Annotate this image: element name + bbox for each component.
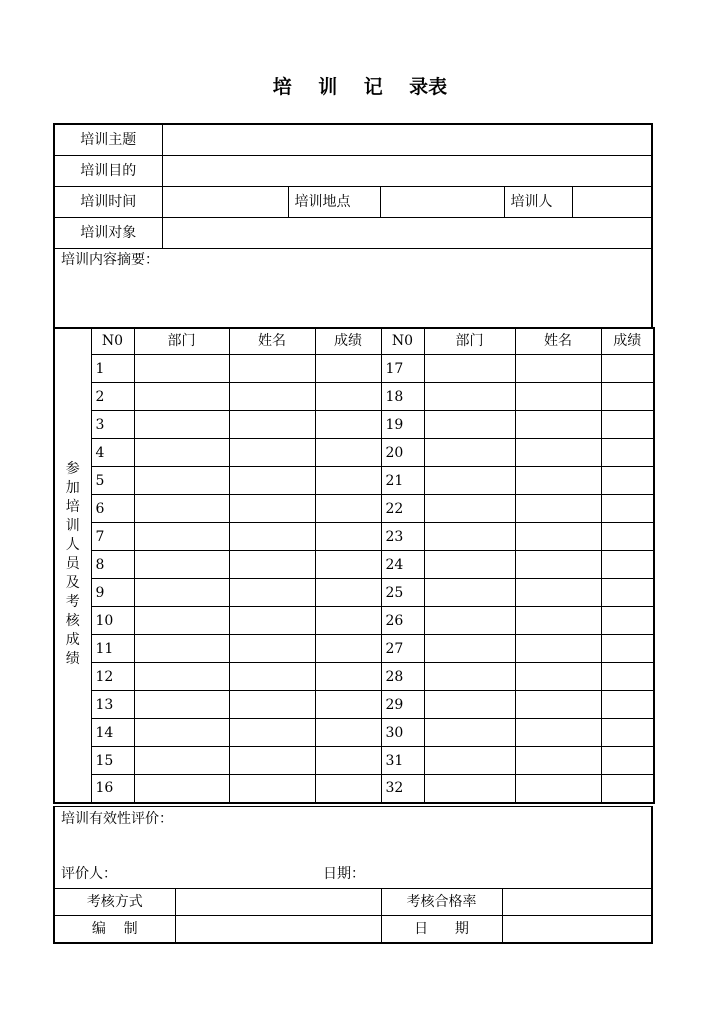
name-cell[interactable]	[229, 747, 315, 775]
summary-label: 培训内容摘要：	[61, 251, 159, 268]
row-number: 25	[381, 579, 424, 607]
pass-rate-label: 考核合格率	[381, 889, 502, 916]
participant-row	[54, 635, 654, 663]
row-number: 12	[91, 663, 134, 691]
row-number: 8	[91, 551, 134, 579]
row-number: 17	[381, 355, 424, 383]
score-cell[interactable]	[601, 607, 654, 635]
score-cell[interactable]	[601, 383, 654, 411]
participants-side-label: 参 加 培 训 人 员 及 考 核 成 绩	[54, 328, 91, 803]
department-cell[interactable]	[424, 579, 515, 607]
score-cell[interactable]	[315, 747, 381, 775]
editor-field[interactable]	[175, 916, 381, 943]
page-title: 培 训 记 录表	[272, 76, 448, 98]
row-number: 31	[381, 747, 424, 775]
name-cell[interactable]	[515, 579, 601, 607]
department-cell[interactable]	[134, 719, 229, 747]
editor-label: 编 制	[54, 916, 175, 943]
column-header-no: N0	[381, 328, 424, 355]
evaluation-table	[53, 806, 653, 944]
score-cell[interactable]	[315, 467, 381, 495]
participant-row	[54, 691, 654, 719]
trainer-label: 培训人	[504, 186, 572, 217]
name-cell[interactable]	[515, 411, 601, 439]
score-cell[interactable]	[601, 411, 654, 439]
participant-row	[54, 523, 654, 551]
evaluation-date-label: 日期：	[323, 866, 365, 882]
department-cell[interactable]	[134, 523, 229, 551]
participant-row	[54, 775, 654, 803]
participant-row	[54, 579, 654, 607]
summary-cell[interactable]	[54, 248, 652, 328]
row-number: 29	[381, 691, 424, 719]
row-number: 21	[381, 467, 424, 495]
department-cell[interactable]	[134, 551, 229, 579]
department-cell[interactable]	[424, 467, 515, 495]
participant-row	[54, 439, 654, 467]
name-cell[interactable]	[229, 439, 315, 467]
trainer-field[interactable]	[572, 186, 652, 217]
score-cell[interactable]	[601, 691, 654, 719]
score-cell[interactable]	[315, 579, 381, 607]
name-cell[interactable]	[515, 663, 601, 691]
name-cell[interactable]	[229, 663, 315, 691]
department-cell[interactable]	[134, 635, 229, 663]
row-number: 14	[91, 719, 134, 747]
name-cell[interactable]	[515, 607, 601, 635]
department-cell[interactable]	[134, 747, 229, 775]
department-cell[interactable]	[134, 467, 229, 495]
evaluation-label: 培训有效性评价：	[61, 811, 173, 827]
name-cell[interactable]	[229, 775, 315, 803]
score-cell[interactable]	[601, 355, 654, 383]
name-cell[interactable]	[515, 747, 601, 775]
department-cell[interactable]	[424, 691, 515, 719]
row-number: 4	[91, 439, 134, 467]
name-cell[interactable]	[515, 719, 601, 747]
score-cell[interactable]	[315, 719, 381, 747]
row-number: 32	[381, 775, 424, 803]
row-number: 22	[381, 495, 424, 523]
participant-row	[54, 747, 654, 775]
name-cell[interactable]	[229, 719, 315, 747]
department-cell[interactable]	[424, 523, 515, 551]
name-cell[interactable]	[229, 635, 315, 663]
name-cell[interactable]	[515, 467, 601, 495]
name-cell[interactable]	[515, 439, 601, 467]
name-cell[interactable]	[229, 691, 315, 719]
row-number: 26	[381, 607, 424, 635]
score-cell[interactable]	[315, 439, 381, 467]
participant-row	[54, 383, 654, 411]
department-cell[interactable]	[424, 495, 515, 523]
row-number: 23	[381, 523, 424, 551]
score-cell[interactable]	[601, 719, 654, 747]
name-cell[interactable]	[515, 691, 601, 719]
participants-table	[53, 327, 655, 804]
audience-field[interactable]	[162, 217, 652, 248]
row-number: 1	[91, 355, 134, 383]
row-number: 18	[381, 383, 424, 411]
score-cell[interactable]	[315, 691, 381, 719]
department-cell[interactable]	[134, 355, 229, 383]
participant-row	[54, 355, 654, 383]
row-number: 19	[381, 411, 424, 439]
time-field[interactable]	[162, 186, 288, 217]
column-header-name: 姓名	[515, 328, 601, 355]
participant-row	[54, 495, 654, 523]
score-cell[interactable]	[315, 663, 381, 691]
department-cell[interactable]	[134, 607, 229, 635]
name-cell[interactable]	[229, 579, 315, 607]
row-number: 11	[91, 635, 134, 663]
score-cell[interactable]	[315, 355, 381, 383]
department-cell[interactable]	[134, 411, 229, 439]
row-number: 2	[91, 383, 134, 411]
name-cell[interactable]	[515, 523, 601, 551]
score-cell[interactable]	[315, 775, 381, 803]
column-header-score: 成绩	[601, 328, 654, 355]
column-header-department: 部门	[134, 328, 229, 355]
place-label: 培训地点	[288, 186, 380, 217]
row-number: 10	[91, 607, 134, 635]
row-number: 5	[91, 467, 134, 495]
score-cell[interactable]	[601, 747, 654, 775]
row-number: 16	[91, 775, 134, 803]
department-cell[interactable]	[424, 355, 515, 383]
row-number: 3	[91, 411, 134, 439]
row-number: 30	[381, 719, 424, 747]
row-number: 15	[91, 747, 134, 775]
participant-row	[54, 551, 654, 579]
department-cell[interactable]	[134, 495, 229, 523]
department-cell[interactable]	[424, 439, 515, 467]
score-cell[interactable]	[601, 439, 654, 467]
name-cell[interactable]	[229, 495, 315, 523]
score-cell[interactable]	[601, 467, 654, 495]
purpose-label: 培训目的	[54, 155, 162, 186]
score-cell[interactable]	[601, 663, 654, 691]
score-cell[interactable]	[601, 635, 654, 663]
name-cell[interactable]	[515, 551, 601, 579]
score-cell[interactable]	[315, 383, 381, 411]
department-cell[interactable]	[134, 663, 229, 691]
department-cell[interactable]	[424, 411, 515, 439]
participant-row	[54, 411, 654, 439]
footer-date-field[interactable]	[502, 916, 652, 943]
participant-row	[54, 663, 654, 691]
department-cell[interactable]	[424, 719, 515, 747]
audience-label: 培训对象	[54, 217, 162, 248]
name-cell[interactable]	[515, 383, 601, 411]
column-header-name: 姓名	[229, 328, 315, 355]
department-cell[interactable]	[424, 607, 515, 635]
row-number: 6	[91, 495, 134, 523]
participant-row	[54, 467, 654, 495]
name-cell[interactable]	[229, 551, 315, 579]
name-cell[interactable]	[515, 775, 601, 803]
department-cell[interactable]	[134, 691, 229, 719]
score-cell[interactable]	[601, 775, 654, 803]
name-cell[interactable]	[515, 495, 601, 523]
name-cell[interactable]	[229, 383, 315, 411]
score-cell[interactable]	[315, 523, 381, 551]
score-cell[interactable]	[315, 411, 381, 439]
score-cell[interactable]	[601, 551, 654, 579]
column-header-score: 成绩	[315, 328, 381, 355]
department-cell[interactable]	[134, 439, 229, 467]
participant-row	[54, 607, 654, 635]
score-cell[interactable]	[315, 495, 381, 523]
department-cell[interactable]	[424, 663, 515, 691]
score-cell[interactable]	[315, 551, 381, 579]
name-cell[interactable]	[515, 635, 601, 663]
topic-label: 培训主题	[54, 124, 162, 155]
row-number: 7	[91, 523, 134, 551]
topic-field[interactable]	[162, 124, 652, 155]
department-cell[interactable]	[424, 551, 515, 579]
score-cell[interactable]	[601, 579, 654, 607]
column-header-no: N0	[91, 328, 134, 355]
evaluation-cell[interactable]	[54, 807, 652, 889]
name-cell[interactable]	[229, 467, 315, 495]
department-cell[interactable]	[134, 775, 229, 803]
footer-date-label: 日 期	[381, 916, 502, 943]
department-cell[interactable]	[424, 383, 515, 411]
score-cell[interactable]	[601, 523, 654, 551]
name-cell[interactable]	[229, 355, 315, 383]
name-cell[interactable]	[229, 607, 315, 635]
row-number: 13	[91, 691, 134, 719]
participant-row	[54, 719, 654, 747]
department-cell[interactable]	[134, 383, 229, 411]
training-info-table	[53, 123, 653, 329]
department-cell[interactable]	[424, 635, 515, 663]
department-cell[interactable]	[424, 775, 515, 803]
method-label: 考核方式	[54, 889, 175, 916]
pass-rate-field[interactable]	[502, 889, 652, 916]
time-label: 培训时间	[54, 186, 162, 217]
place-field[interactable]	[380, 186, 504, 217]
department-cell[interactable]	[134, 579, 229, 607]
score-cell[interactable]	[315, 635, 381, 663]
evaluator-label: 评价人：	[61, 866, 117, 882]
row-number: 24	[381, 551, 424, 579]
row-number: 28	[381, 663, 424, 691]
score-cell[interactable]	[315, 607, 381, 635]
purpose-field[interactable]	[162, 155, 652, 186]
row-number: 27	[381, 635, 424, 663]
name-cell[interactable]	[229, 411, 315, 439]
department-cell[interactable]	[424, 747, 515, 775]
score-cell[interactable]	[601, 495, 654, 523]
row-number: 20	[381, 439, 424, 467]
column-header-department: 部门	[424, 328, 515, 355]
method-field[interactable]	[175, 889, 381, 916]
row-number: 9	[91, 579, 134, 607]
name-cell[interactable]	[515, 355, 601, 383]
name-cell[interactable]	[229, 523, 315, 551]
